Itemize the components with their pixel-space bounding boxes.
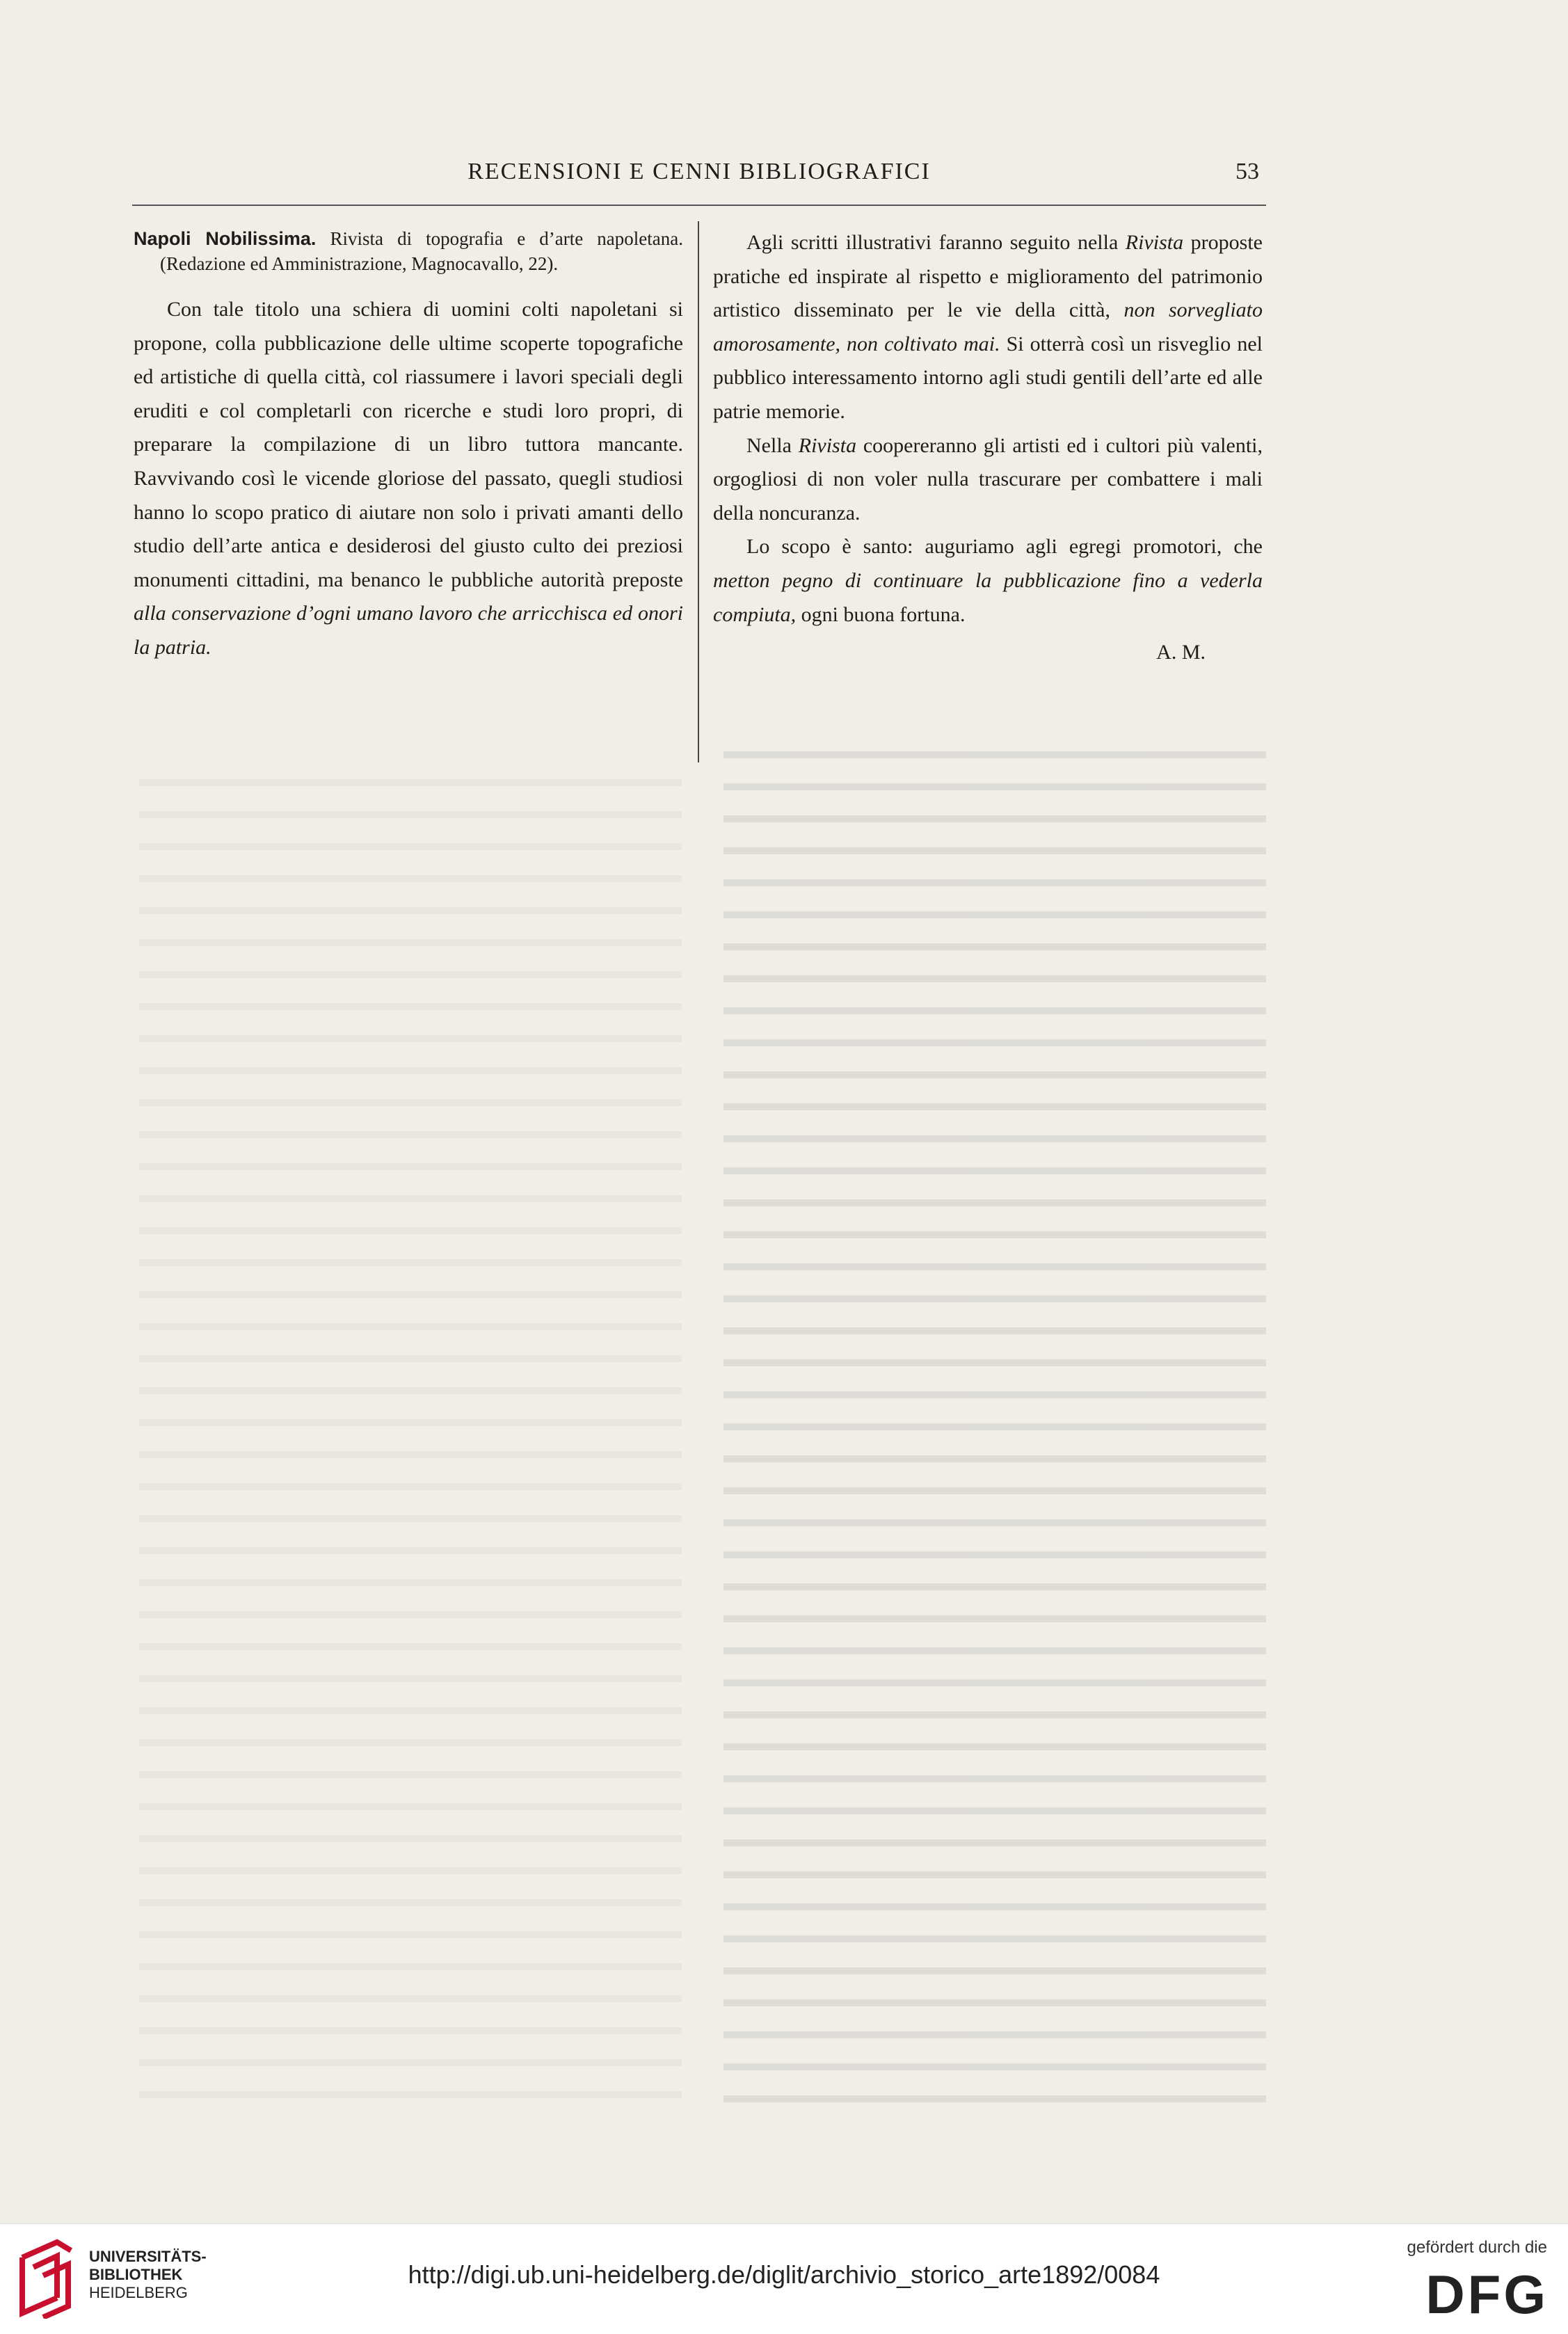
text: Nella (746, 433, 799, 457)
sponsor-label: gefördert durch die (1407, 2238, 1547, 2257)
running-header (132, 159, 1266, 193)
right-column (713, 226, 1263, 670)
header-rule (132, 205, 1266, 206)
author-signature: A. M. (1156, 641, 1206, 664)
column-divider (698, 221, 699, 762)
entry-title: Napoli Nobilissima. (134, 228, 317, 249)
library-name-line: BIBLIOTHEK (89, 2266, 183, 2283)
paragraph-collaborators (713, 429, 1263, 531)
page-number: 53 (1235, 159, 1259, 184)
text: Si otterrà così un risveglio nel pubblico interessamento intorno agli studi gentili dell’arte ed alle patrie memorie. (713, 332, 1263, 423)
paragraph-wishes (713, 530, 1263, 632)
library-name-line: UNIVERSITÄTS- (89, 2248, 207, 2265)
text: proposte pratiche ed inspirate al rispetto e miglioramento del patrimonio artistico disseminato per le vie della città, (713, 231, 1263, 322)
italic-text: metton pegno di continuare la pubblicazione fino a vederla compiuta, (713, 568, 1263, 626)
italic-text: Rivista (798, 433, 857, 457)
text: Lo scopo è santo: auguriamo agli egregi promotori, che (746, 535, 1263, 559)
text: ogni buona fortuna. (796, 602, 966, 626)
paragraph-rivista (713, 226, 1263, 429)
show-through-text-right (723, 751, 1266, 2108)
library-name-line: HEIDELBERG (89, 2284, 188, 2301)
dfg-logo: DFG (1425, 2264, 1549, 2325)
left-column (134, 226, 683, 665)
bibliographic-entry (134, 226, 683, 276)
review-paragraph (134, 293, 683, 665)
running-title: RECENSIONI E CENNI BIBLIOGRAFICI (467, 159, 931, 184)
review-quote: alla conservazione d’ogni umano lavoro che arricchisca ed onori la patria. (134, 602, 683, 659)
italic-text: non sorvegliato amorosamente, non coltivato mai. (713, 298, 1263, 355)
digitization-footer (0, 2223, 1568, 2334)
show-through-text-left (139, 779, 682, 2101)
italic-text: Rivista (1125, 231, 1184, 254)
permalink-url[interactable]: http://digi.ub.uni-heidelberg.de/diglit/archivio_storico_arte1892/0084 (408, 2260, 1160, 2289)
review-text: Con tale titolo una schiera di uomini colti napoletani si propone, colla pubblicazione delle ultime scoperte topografiche ed artistiche di quella città, col riassumere i lavori speciali degli eruditi e col completarli con ricerche e studi loro propri, di preparare la compilazione di un libro tuttora mancante. Ravvivando così le vicende gloriose del passato, quegli studiosi hanno lo scopo pratico di aiutare non solo i privati amanti dello studio dell’arte antica e desiderosi del giusto culto dei preziosi monumenti cittadini, ma benanco le pubbliche autorità preposte (134, 298, 683, 591)
text: Agli scritti illustrativi faranno seguito nella (746, 231, 1126, 254)
text: coopereranno gli artisti ed i cultori più valenti, orgogliosi di non voler nulla trascurare per combattere i mali della noncuranza. (713, 433, 1263, 525)
entry-details: Rivista di topografia e d’arte napoletana. (Redazione ed Amministrazione, Magnocavallo, 22). (160, 228, 683, 274)
